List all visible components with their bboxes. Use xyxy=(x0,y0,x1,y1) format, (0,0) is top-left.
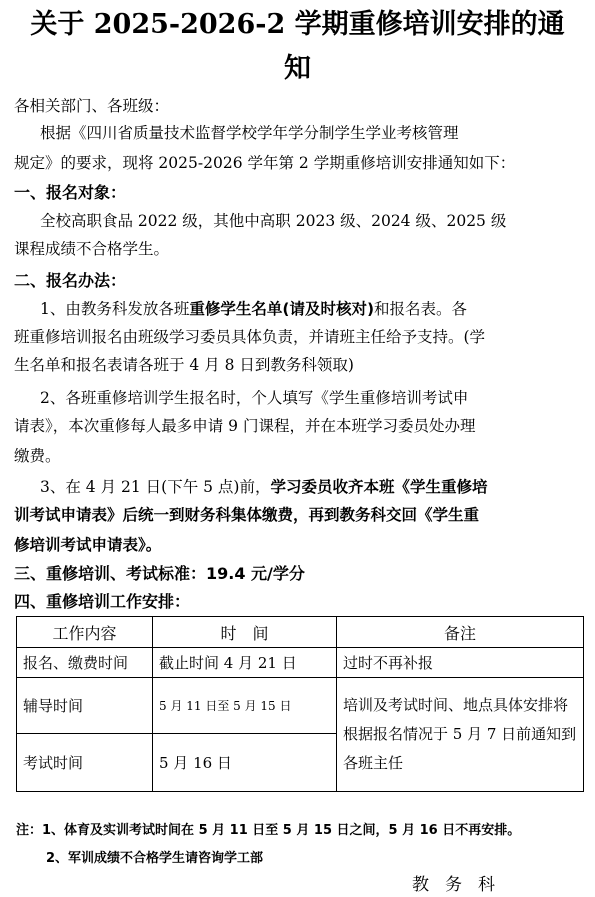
row3-content: 考试时间 xyxy=(17,734,153,792)
section2-p3-emphasis: 学习委员收齐本班《学生重修培 xyxy=(270,478,488,496)
row1-time: 截止时间 4 月 21 日 xyxy=(153,648,337,678)
row1-content: 报名、缴费时间 xyxy=(17,648,153,678)
header-content: 工作内容 xyxy=(17,617,153,648)
notice-title-line2: 知 xyxy=(284,53,311,84)
greeting: 各相关部门、各班级： xyxy=(14,97,170,115)
section1-line2: 课程成绩不合格学生。 xyxy=(14,240,170,258)
section2-p3-text-a: 3、在 4 月 21 日(下午 5 点)前， xyxy=(40,478,271,496)
section2-p3-emphasis-line3: 修培训考试申请表》。 xyxy=(14,536,162,554)
section2-p1-line3: 生名单和报名表请各班于 4 月 8 日到教务科领取) xyxy=(14,356,354,374)
section2-p1-text-a: 1、由教务科发放各班 xyxy=(40,300,190,318)
section1-line1: 全校高职食品 2022 级，其他中高职 2023 级、2024 级、2025 级 xyxy=(40,212,507,230)
section2-p2-line3: 缴费。 xyxy=(14,447,61,465)
section2-p1-line2: 班重修培训报名由班级学习委员具体负责，并请班主任给予支持。(学 xyxy=(14,328,486,346)
section2-p2-line1: 2、各班重修培训学生报名时，个人填写《学生重修培训考试申 xyxy=(40,389,469,407)
header-remark: 备注 xyxy=(337,617,584,648)
table-row xyxy=(17,678,584,734)
section2-p2-line2: 请表》，本次重修每人最多申请 9 门课程，并在本班学习委员处办理 xyxy=(14,417,476,435)
intro-line1: 根据《四川省质量技术监督学校学年学分制学生学业考核管理 xyxy=(40,124,459,142)
intro-line2: 规定》的要求，现将 2025-2026 学年第 2 学期重修培训安排通知如下： xyxy=(14,154,516,172)
header-time: 时 间 xyxy=(153,617,337,648)
schedule-table xyxy=(16,616,584,792)
section4-heading: 四、重修培训工作安排： xyxy=(14,592,191,611)
note-1: 注：1、体育及实训考试时间在 5 月 11 日至 5 月 15 日之间，5 月 16 日不再安排。 xyxy=(16,823,521,838)
note-2: 2、军训成绩不合格学生请咨询学工部 xyxy=(46,851,264,866)
section3-heading: 三、重修培训、考试标准：19.4 元/学分 xyxy=(14,564,305,583)
section2-p3-line1 xyxy=(40,477,595,497)
shared-remark: 培训及考试时间、地点具体安排将根据报名情况于 5 月 7 日前通知到各班主任 xyxy=(337,678,584,792)
notice-title-line1: 关于 2025-2026-2 学期重修培训安排的通 xyxy=(30,9,565,40)
row2-content: 辅导时间 xyxy=(17,678,153,734)
section2-p1-text-c: 和报名表。各 xyxy=(374,300,468,318)
table-row xyxy=(17,648,584,678)
signature: 教务科 xyxy=(412,875,511,895)
row2-time: 5 月 11 日至 5 月 15 日 xyxy=(153,678,337,734)
student-list-emphasis: 重修学生名单(请及时核对) xyxy=(189,300,375,318)
section2-p1-line1 xyxy=(40,299,595,319)
section2-p3-line3 xyxy=(14,535,582,555)
section2-p3-line2 xyxy=(14,505,582,525)
section2-heading: 二、报名办法： xyxy=(14,271,127,290)
table-header-row xyxy=(17,617,584,648)
row3-time: 5 月 16 日 xyxy=(153,734,337,792)
section1-heading: 一、报名对象： xyxy=(14,183,127,202)
section2-p3-emphasis-line2: 训考试申请表》后统一到财务科集体缴费，再到教务科交回《学生重 xyxy=(14,506,480,524)
row1-remark: 过时不再补报 xyxy=(337,648,584,678)
